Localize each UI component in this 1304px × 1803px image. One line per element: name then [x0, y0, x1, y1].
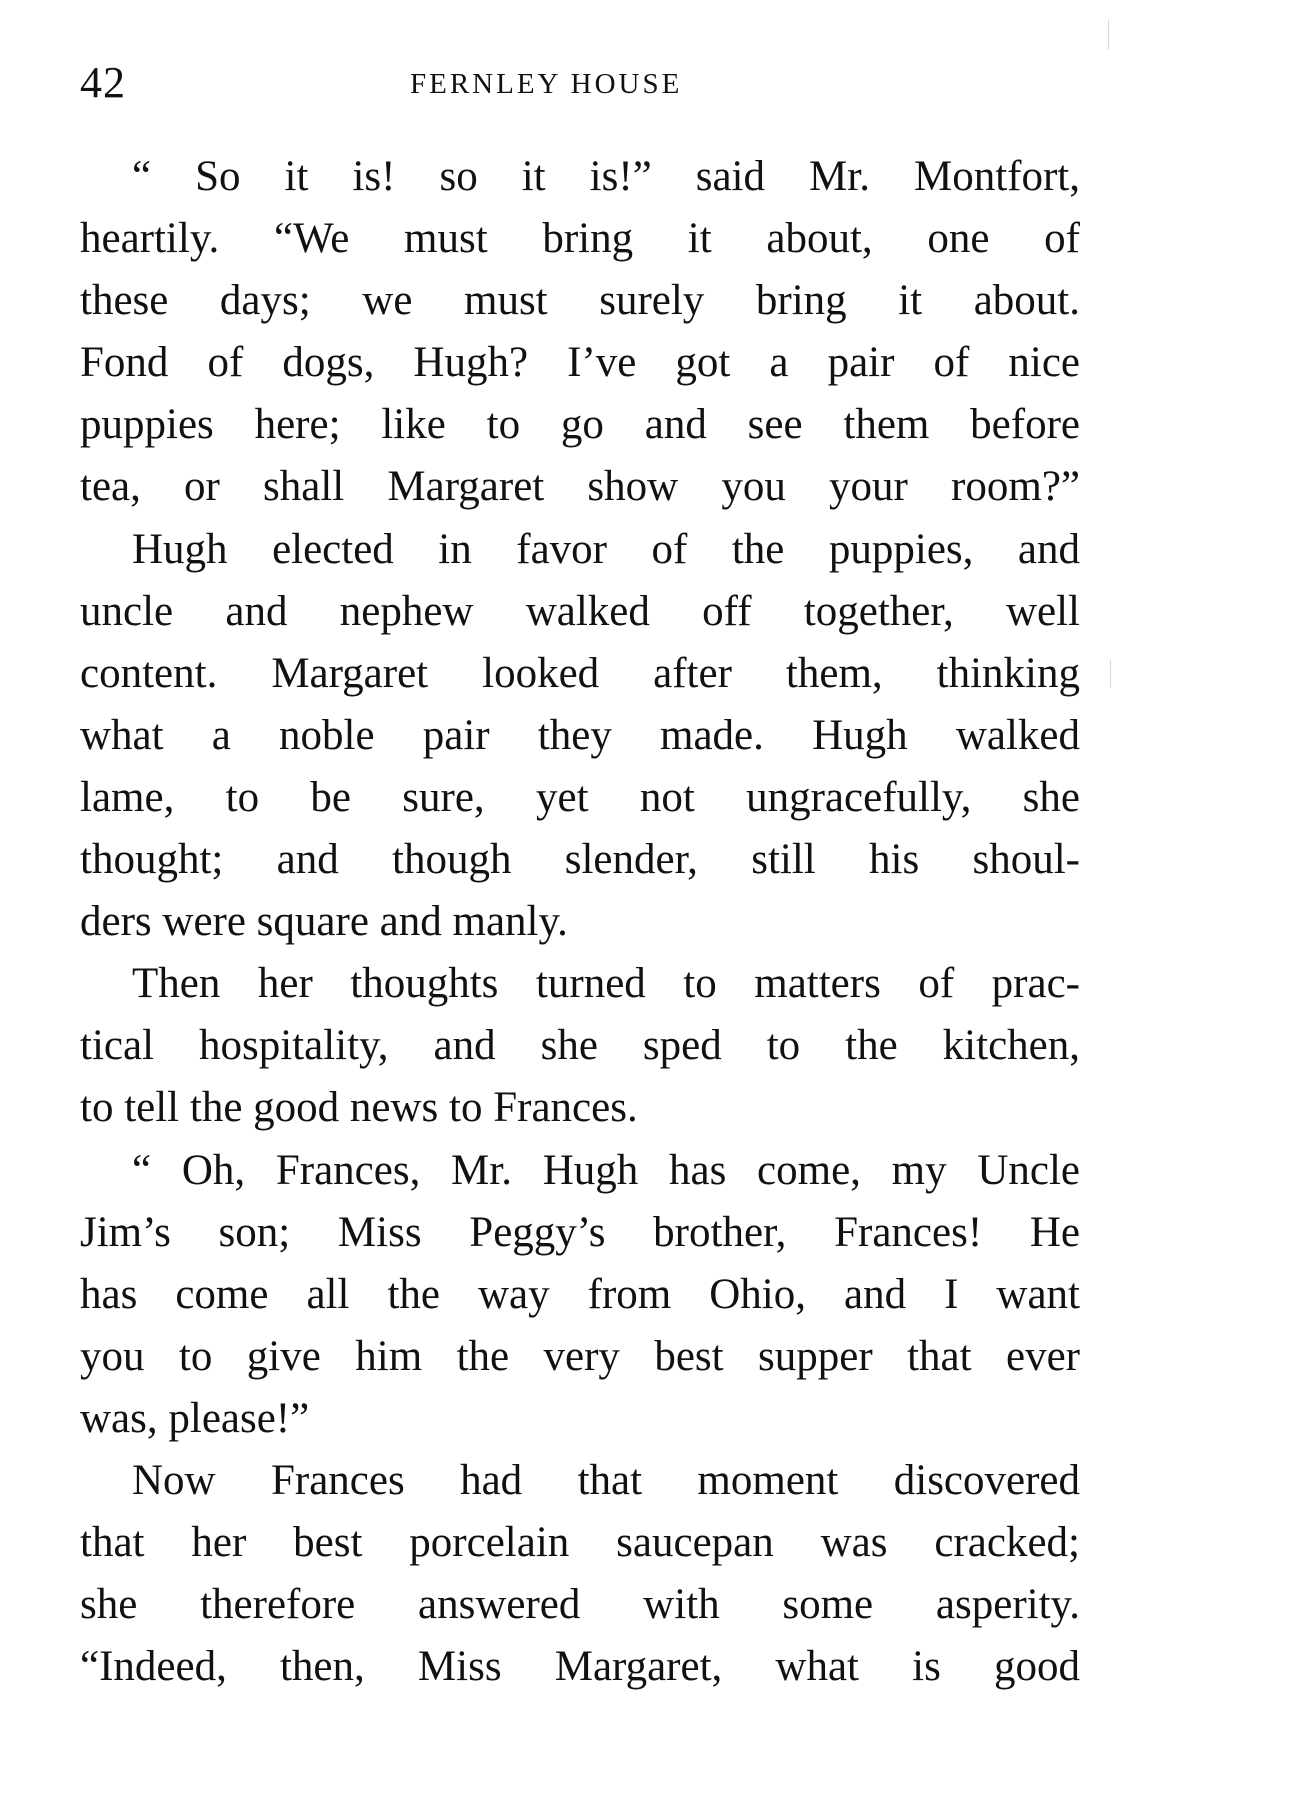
- text-line: “ So it is! so it is!” said Mr. Montfort,: [132, 153, 1080, 200]
- text-line: to tell the good news to Frances.: [80, 1084, 638, 1132]
- running-title: FERNLEY HOUSE: [410, 68, 683, 100]
- text-line: “Indeed, then, Miss Margaret, what is good: [80, 1643, 1080, 1691]
- text-line: puppies here; like to go and see them before: [80, 401, 1080, 449]
- text-line: tea, or shall Margaret show you your room?”: [80, 463, 1080, 511]
- text-line: content. Margaret looked after them, thinking: [80, 649, 1080, 697]
- text-line: Jim’s son; Miss Peggy’s brother, Frances! He: [80, 1208, 1080, 1256]
- page-number: 42: [80, 58, 126, 107]
- text-line: was, please!”: [80, 1394, 310, 1442]
- text-line: heartily. “We must bring it about, one of: [80, 215, 1080, 263]
- text-line: Now Frances had that moment discovered: [132, 1456, 1080, 1504]
- text-line: tical hospitality, and she sped to the kitchen,: [80, 1022, 1080, 1070]
- scan-edge-mark: [1110, 660, 1111, 688]
- text-line: lame, to be sure, yet not ungracefully, she: [80, 773, 1080, 821]
- text-line: she therefore answered with some asperity.: [80, 1581, 1080, 1629]
- text-line: Then her thoughts turned to matters of prac-: [132, 960, 1080, 1008]
- body-text: [80, 146, 1080, 1698]
- text-line: Fond of dogs, Hugh? I’ve got a pair of nice: [80, 339, 1080, 387]
- text-line: that her best porcelain saucepan was cracked;: [80, 1519, 1080, 1567]
- text-line: Hugh elected in favor of the puppies, and: [132, 525, 1080, 573]
- scan-edge-mark: [1108, 20, 1109, 50]
- text-line: thought; and though slender, still his shoul-: [80, 836, 1080, 884]
- text-line: ders were square and manly.: [80, 898, 568, 946]
- text-line: what a noble pair they made. Hugh walked: [80, 711, 1080, 759]
- text-line: has come all the way from Ohio, and I want: [80, 1270, 1080, 1318]
- text-line: these days; we must surely bring it about.: [80, 277, 1080, 325]
- text-line: “ Oh, Frances, Mr. Hugh has come, my Uncle: [132, 1146, 1080, 1194]
- text-line: you to give him the very best supper that ever: [80, 1332, 1080, 1380]
- text-line: uncle and nephew walked off together, well: [80, 587, 1080, 635]
- page-header: [80, 58, 1080, 108]
